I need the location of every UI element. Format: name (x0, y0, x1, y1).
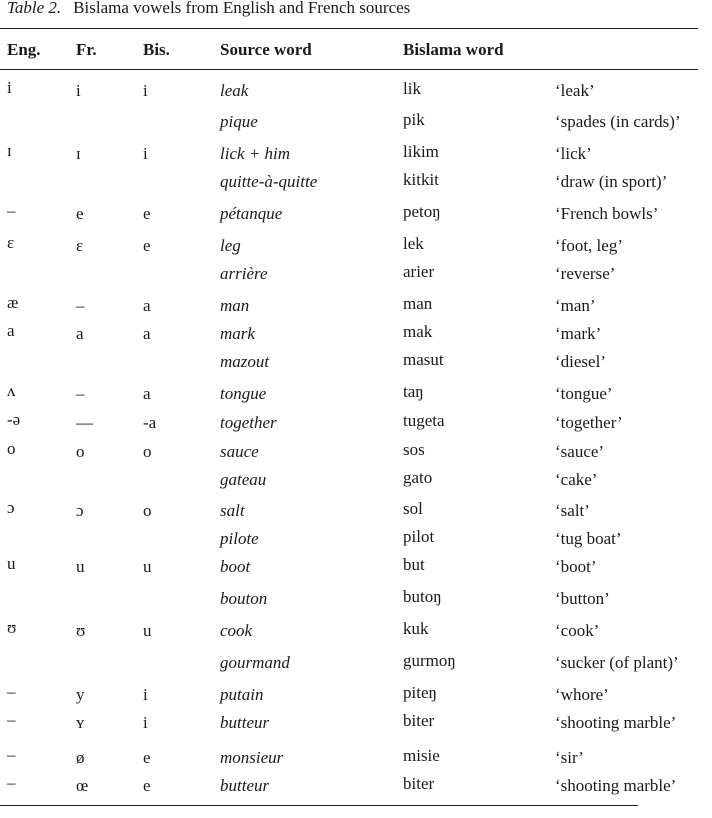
header-source-word: Source word (220, 40, 312, 59)
cell-fr: – (76, 296, 85, 315)
cell-source-word: monsieur (220, 748, 284, 767)
cell-bislama-word: biter (403, 711, 435, 730)
cell-bislama-word: gurmoŋ (403, 651, 456, 670)
table-caption-label: Table 2. (7, 0, 62, 17)
cell-fr: ʊ (76, 621, 86, 640)
cell-gloss: ‘sucker (of plant)’ (555, 653, 679, 672)
cell-eng: – (7, 682, 16, 701)
cell-fr: u (76, 557, 85, 576)
cell-fr: ø (76, 748, 85, 767)
cell-bislama-word: sos (403, 440, 425, 459)
cell-gloss: ‘draw (in sport)’ (555, 172, 668, 191)
cell-eng: – (7, 710, 16, 729)
cell-source-word: together (220, 413, 277, 432)
header-bis: Bis. (143, 40, 170, 59)
cell-eng: ɛ (7, 233, 15, 252)
cell-bis: i (143, 685, 148, 704)
cell-bis: i (143, 144, 148, 163)
cell-bis: e (143, 236, 151, 255)
cell-fr: e (76, 204, 84, 223)
cell-source-word: butteur (220, 776, 270, 795)
cell-fr: œ (76, 776, 89, 795)
cell-source-word: tongue (220, 384, 267, 403)
cell-bislama-word: kitkit (403, 170, 439, 189)
cell-gloss: ‘boot’ (555, 557, 597, 576)
cell-source-word: bouton (220, 589, 268, 608)
cell-bislama-word: mak (403, 322, 433, 341)
cell-gloss: ‘salt’ (555, 501, 590, 520)
cell-eng: o (7, 439, 16, 458)
cell-bis: e (143, 204, 151, 223)
cell-source-word: pique (220, 112, 258, 131)
cell-source-word: pétanque (220, 204, 283, 223)
cell-bislama-word: piteŋ (403, 683, 437, 702)
table-bottom-rule (0, 805, 638, 806)
cell-bislama-word: gato (403, 468, 433, 487)
cell-eng: – (7, 201, 16, 220)
cell-gloss: ‘whore’ (555, 685, 609, 704)
cell-fr: a (76, 324, 84, 343)
cell-gloss: ‘tug boat’ (555, 529, 622, 548)
cell-bislama-word: biter (403, 774, 435, 793)
cell-eng: – (7, 745, 16, 764)
cell-gloss: ‘button’ (555, 589, 610, 608)
cell-bislama-word: masut (403, 350, 444, 369)
cell-gloss: ‘shooting marble’ (555, 713, 677, 732)
cell-source-word: butteur (220, 713, 270, 732)
cell-gloss: ‘French bowls’ (555, 204, 659, 223)
cell-gloss: ‘tongue’ (555, 384, 613, 403)
cell-bis: o (143, 442, 152, 461)
cell-source-word: leg (220, 236, 241, 255)
cell-bis: u (143, 621, 152, 640)
cell-source-word: cook (220, 621, 253, 640)
cell-eng: ɔ (7, 498, 15, 517)
cell-gloss: ‘together’ (555, 413, 623, 432)
cell-bislama-word: arier (403, 262, 435, 281)
cell-source-word: mazout (220, 352, 270, 371)
cell-gloss: ‘reverse’ (555, 264, 616, 283)
cell-fr: — (76, 413, 93, 432)
cell-fr: ʏ (76, 713, 85, 732)
cell-bis: i (143, 81, 148, 100)
cell-gloss: ‘cook’ (555, 621, 600, 640)
cell-source-word: mark (220, 324, 255, 343)
cell-bis: u (143, 557, 152, 576)
cell-bislama-word: likim (403, 142, 439, 161)
cell-eng: ʊ (7, 618, 17, 637)
cell-bislama-word: pik (403, 110, 425, 129)
cell-gloss: ‘leak’ (555, 81, 595, 100)
cell-eng: – (7, 773, 16, 792)
cell-bislama-word: kuk (403, 619, 429, 638)
cell-bis: e (143, 748, 151, 767)
cell-source-word: gourmand (220, 653, 290, 672)
cell-bislama-word: petoŋ (403, 202, 441, 221)
cell-eng: i (7, 78, 12, 97)
cell-source-word: pilote (220, 529, 259, 548)
cell-source-word: boot (220, 557, 251, 576)
cell-gloss: ‘spades (in cards)’ (555, 112, 681, 131)
cell-bislama-word: taŋ (403, 382, 424, 401)
cell-source-word: quitte-à-quitte (220, 172, 318, 191)
cell-fr: y (76, 685, 85, 704)
cell-eng: ɪ (7, 141, 12, 160)
header-bislama-word: Bislama word (403, 40, 504, 59)
cell-gloss: ‘foot, leg’ (555, 236, 623, 255)
cell-source-word: gateau (220, 470, 267, 489)
cell-eng: a (7, 321, 15, 340)
cell-source-word: putain (220, 685, 264, 704)
cell-bis: a (143, 296, 151, 315)
cell-source-word: sauce (220, 442, 259, 461)
cell-gloss: ‘sir’ (555, 748, 584, 767)
cell-bislama-word: tugeta (403, 411, 445, 430)
cell-fr: i (76, 81, 81, 100)
cell-bislama-word: lik (403, 79, 421, 98)
cell-bislama-word: pilot (403, 527, 435, 546)
cell-source-word: salt (220, 501, 245, 520)
cell-bis: o (143, 501, 152, 520)
cell-bis: a (143, 324, 151, 343)
cell-bis: -a (143, 413, 157, 432)
cell-fr: – (76, 384, 85, 403)
cell-gloss: ‘diesel’ (555, 352, 606, 371)
cell-gloss: ‘sauce’ (555, 442, 605, 461)
cell-fr: ɪ (76, 144, 81, 163)
cell-fr: ɛ (76, 236, 84, 255)
cell-gloss: ‘mark’ (555, 324, 602, 343)
cell-eng: -ə (7, 410, 21, 429)
cell-bislama-word: man (403, 294, 433, 313)
cell-bis: i (143, 713, 148, 732)
cell-gloss: ‘lick’ (555, 144, 592, 163)
cell-eng: æ (7, 293, 19, 312)
cell-bislama-word: butoŋ (403, 587, 442, 606)
cell-bislama-word: sol (403, 499, 423, 518)
cell-fr: o (76, 442, 85, 461)
table-caption-text: Bislama vowels from English and French sources (73, 0, 411, 17)
cell-source-word: man (220, 296, 250, 315)
cell-bis: e (143, 776, 151, 795)
cell-bislama-word: lek (403, 234, 424, 253)
cell-bis: a (143, 384, 151, 403)
cell-bislama-word: misie (403, 746, 440, 765)
cell-eng: ʌ (7, 381, 16, 400)
cell-gloss: ‘man’ (555, 296, 596, 315)
cell-bislama-word: but (403, 555, 425, 574)
cell-source-word: leak (220, 81, 249, 100)
cell-source-word: arrière (220, 264, 268, 283)
cell-fr: ɔ (76, 501, 84, 520)
cell-eng: u (7, 554, 16, 573)
cell-gloss: ‘cake’ (555, 470, 598, 489)
cell-gloss: ‘shooting marble’ (555, 776, 677, 795)
header-eng: Eng. (7, 40, 41, 59)
header-fr: Fr. (76, 40, 97, 59)
cell-source-word: lick + him (220, 144, 291, 163)
